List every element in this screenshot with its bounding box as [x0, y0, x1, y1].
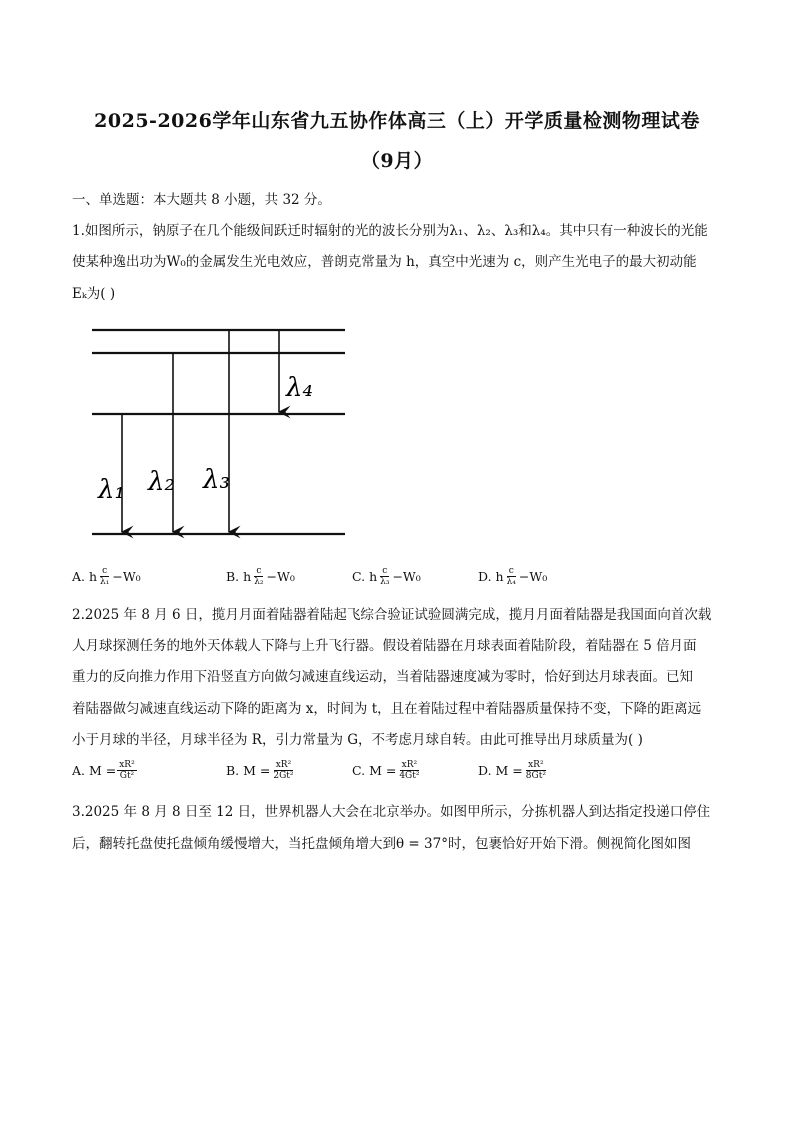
label-lambda1: λ₁ [98, 475, 125, 505]
q2-line1: 2.2025 年 8 月 6 日，揽月月面着陆器着陆起飞综合验证试验圆满完成，揽月月面着陆器是我国面向首次载 [72, 607, 712, 623]
q1-line3: Eₖ为( ) [72, 286, 116, 302]
label-lambda2: λ₂ [148, 467, 175, 497]
label-lambda3: λ₃ [203, 465, 230, 495]
q1-option-a[interactable]: A. h $\frac{c}{\text{λ₁}}$ −W₀ [72, 566, 141, 587]
q3-line1: 3.2025 年 8 月 8 日至 12 日，世界机器人大会在北京举办。如图甲所示，分拣机器人到达指定投递口停住 [72, 804, 711, 820]
q1-option-b[interactable]: B. h $\frac{c}{\text{λ₂}}$ −W₀ [226, 566, 295, 587]
q1-line1: 1.如图所示，钠原子在几个能级间跃迁时辐射的光的波长分别为λ₁、λ₂、λ₃和λ₄。其中只有一种波长的光能 [72, 223, 708, 239]
page-subtitle: （9月） [360, 150, 434, 172]
q2-option-c[interactable]: C. M = $\frac{\text{xR²}}{\text{4Gt²}}$ [352, 760, 420, 781]
energy-level-diagram [0, 310, 794, 570]
q1-option-d[interactable]: D. h $\frac{c}{\text{λ₄}}$ −W₀ [478, 566, 548, 587]
q2-line3: 重力的反向推力作用下沿竖直方向做匀减速直线运动，当着陆器速度减为零时，恰好到达月球表面。已知 [72, 669, 693, 685]
label-lambda4: λ₄ [286, 373, 313, 403]
q2-option-a[interactable]: A. M = $\frac{\text{xR²}}{\text{Gt²}}$ [72, 760, 135, 781]
q2-line5: 小于月球的半径，月球半径为 R，引力常量为 G，不考虑月球自转。由此可推导出月球质量为( ) [72, 732, 643, 748]
q2-line2: 人月球探测任务的地外天体载人下降与上升飞行器。假设着陆器在月球表面着陆阶段，着陆器在 5 倍月面 [72, 638, 697, 654]
q1-line2: 使某种逸出功为W₀的金属发生光电效应，普朗克常量为 h，真空中光速为 c，则产生光电子的最大初动能 [72, 254, 697, 270]
q3-line2: 后，翻转托盘使托盘倾角缓慢增大，当托盘倾角增大到θ = 37°时，包裹恰好开始下滑。侧视简化图如图 [72, 836, 691, 852]
q2-option-d[interactable]: D. M = $\frac{\text{xR²}}{\text{8Gt²}}$ [478, 760, 546, 781]
section-heading: 一、单选题：本大题共 8 小题，共 32 分。 [72, 192, 331, 208]
q2-option-b[interactable]: B. M = $\frac{\text{xR²}}{\text{2Gt²}}$ [226, 760, 294, 781]
q1-option-c[interactable]: C. h $\frac{c}{\text{λ₃}}$ −W₀ [352, 566, 421, 587]
q2-line4: 着陆器做匀减速直线运动下降的距离为 x，时间为 t，且在着陆过程中着陆器质量保持不变，下降的距离远 [72, 701, 702, 717]
page-title: 2025-2026学年山东省九五协作体高三（上）开学质量检测物理试卷 [94, 110, 700, 132]
